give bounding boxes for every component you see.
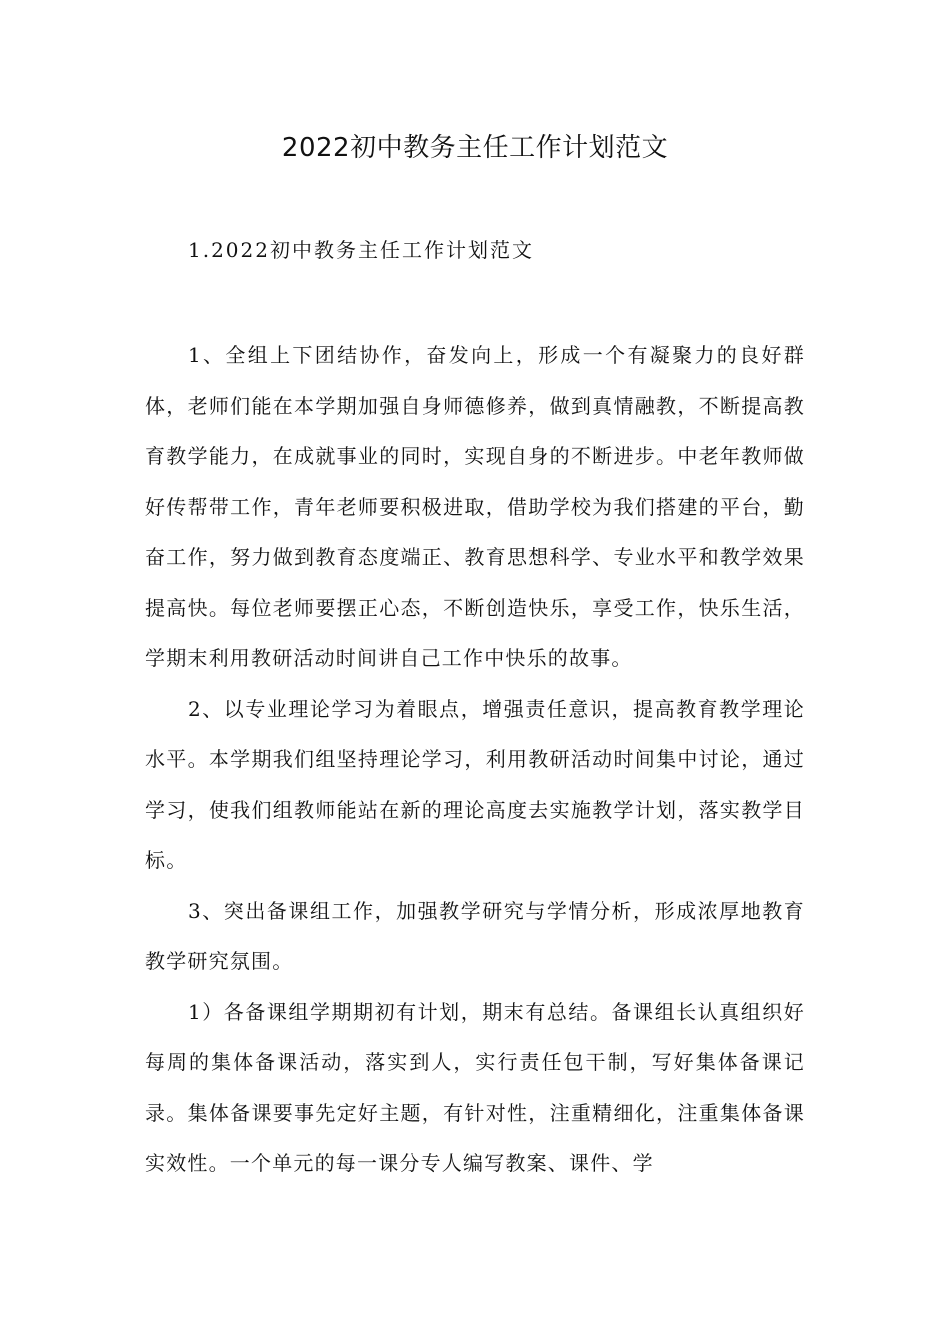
paragraph-2: 2、以专业理论学习为着眼点，增强责任意识，提高教育教学理论水平。本学期我们组坚持理论学习，利用教研活动时间集中讨论，通过学习，使我们组教师能站在新的理论高度去实施教学计划，落实教学目标。	[145, 696, 805, 872]
paragraph-1: 1、全组上下团结协作，奋发向上，形成一个有凝聚力的良好群体，老师们能在本学期加强自身师德修养，做到真情融教，不断提高教育教学能力，在成就事业的同时，实现自身的不断进步。中老年教师做好传帮带工作，青年老师要积极进取，借助学校为我们搭建的平台，勤奋工作，努力做到教育态度端正、教育思想科学、专业水平和教学效果提高快。每位老师要摆正心态，不断创造快乐，享受工作，快乐生活，学期末利用教研活动时间讲自己工作中快乐的故事。	[145, 343, 805, 670]
document-title: 2022初中教务主任工作计划范文	[281, 133, 669, 163]
paragraph-4: 1）各备课组学期期初有计划，期末有总结。备课组长认真组织好每周的集体备课活动，落实到人，实行责任包干制，写好集体备课记录。集体备课要事先定好主题，有针对性，注重精细化，注重集体备课实效性。一个单元的每一课分专人编写教案、课件、学	[145, 999, 805, 1175]
document-body	[145, 330, 805, 1189]
paragraph-3: 3、突出备课组工作，加强教学研究与学情分析，形成浓厚地教育教学研究氛围。	[145, 898, 805, 973]
section-heading: 1.2022初中教务主任工作计划范文	[188, 238, 534, 262]
